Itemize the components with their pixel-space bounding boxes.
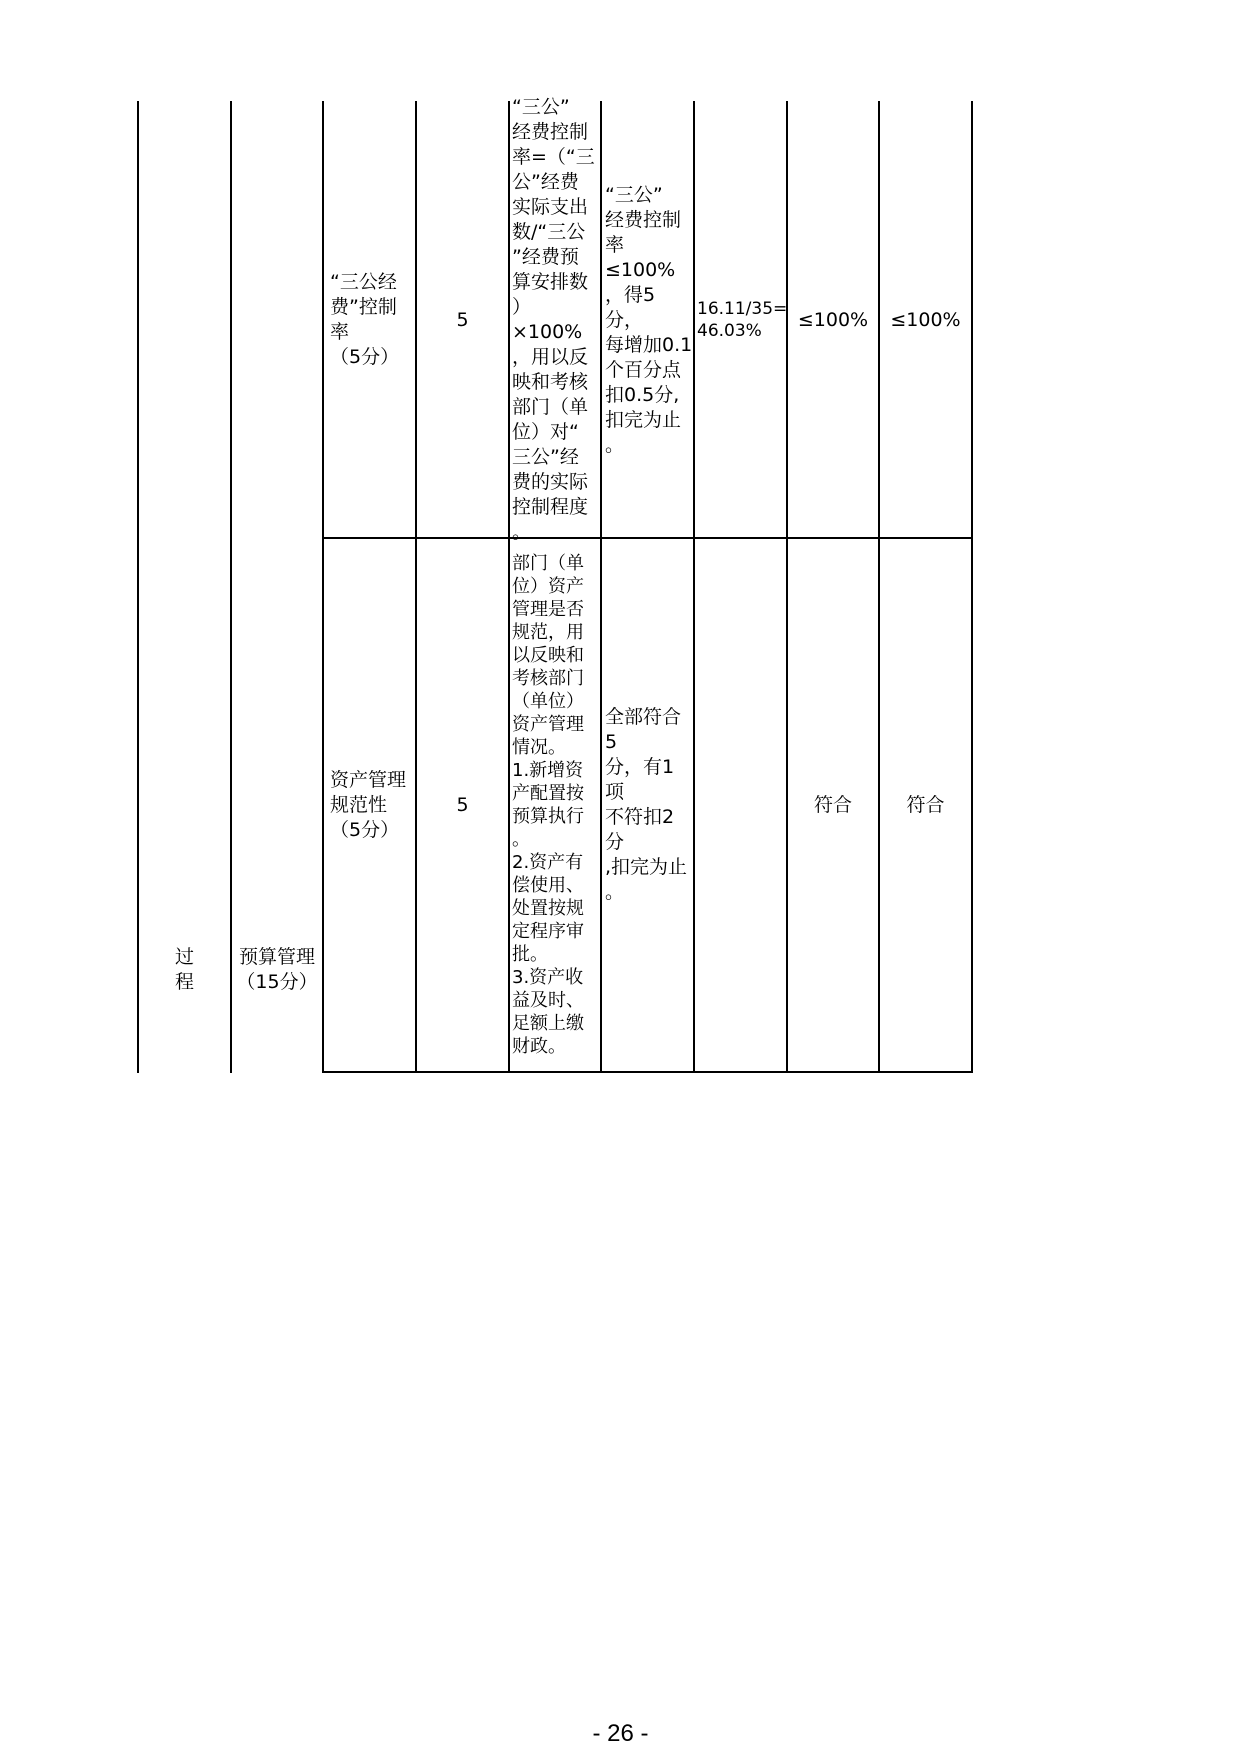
target-value: ≤100%	[797, 308, 869, 331]
target-cell	[788, 539, 878, 1071]
indicator-cell: “三公经 费”控制 率 （5分）	[330, 271, 400, 368]
standard-text: 全部符合5 分，有1项 不符扣2分 ,扣完为止 。	[605, 706, 688, 903]
result-value: ≤100%	[890, 308, 961, 331]
table-column-divider	[322, 101, 324, 1073]
table-border-bottom	[322, 1071, 973, 1073]
subcategory-label: 预算管理 （15分）	[236, 946, 318, 993]
standard-cell	[605, 539, 693, 1071]
page-number: - 26 -	[592, 1720, 649, 1747]
definition-cell	[512, 96, 600, 543]
definition-text: “三公” 经费控制 率=（“三 公”经费 实际支出 数/“三公 ”经费预 算安排数 ）×100% ，用以反 映和考核 部门（单 位）对“ 三公”经 费的实际 控制程度 。	[512, 96, 595, 543]
subcategory-cell	[232, 935, 322, 1005]
score-cell	[417, 103, 508, 537]
definition-cell	[512, 539, 600, 1071]
result-cell	[880, 103, 971, 537]
table-row	[330, 539, 414, 1071]
result-cell	[880, 539, 971, 1071]
actual-cell	[697, 103, 786, 537]
actual-cell	[697, 539, 786, 1071]
standard-cell	[605, 103, 693, 537]
category-cell	[139, 935, 230, 1005]
indicator-cell: 资产管理 规范性 （5分）	[330, 768, 407, 841]
table-border-left	[137, 101, 139, 1073]
result-value: 符合	[906, 793, 945, 816]
category-label: 过 程	[174, 946, 194, 993]
standard-text: “三公” 经费控制 率 ≤100% ，得5分， 每增加0.1 个百分点 扣0.5分, 扣完为止 。	[605, 183, 693, 456]
definition-text: 部门（单 位）资产 管理是否 规范，用 以反映和 考核部门 （单位） 资产管理 情况。 1.新增资 产配置按 预算执行 。 2.资产有 偿使用、 处置按规 定程序审 批。 3.资产收 益及时、 足额上缴 财政。	[512, 553, 584, 1057]
table-column-divider	[693, 101, 695, 1073]
table-column-divider	[508, 101, 510, 1073]
table-row	[330, 103, 414, 537]
table-border-right	[971, 101, 973, 1073]
table-column-divider	[230, 101, 232, 1073]
table-column-divider	[600, 101, 602, 1073]
score-value: 5	[456, 793, 469, 816]
score-value: 5	[456, 308, 469, 331]
target-value: 符合	[813, 793, 852, 816]
target-cell	[788, 103, 878, 537]
actual-value: 16.11/35= 46.03%	[697, 299, 788, 341]
score-cell	[417, 539, 508, 1071]
